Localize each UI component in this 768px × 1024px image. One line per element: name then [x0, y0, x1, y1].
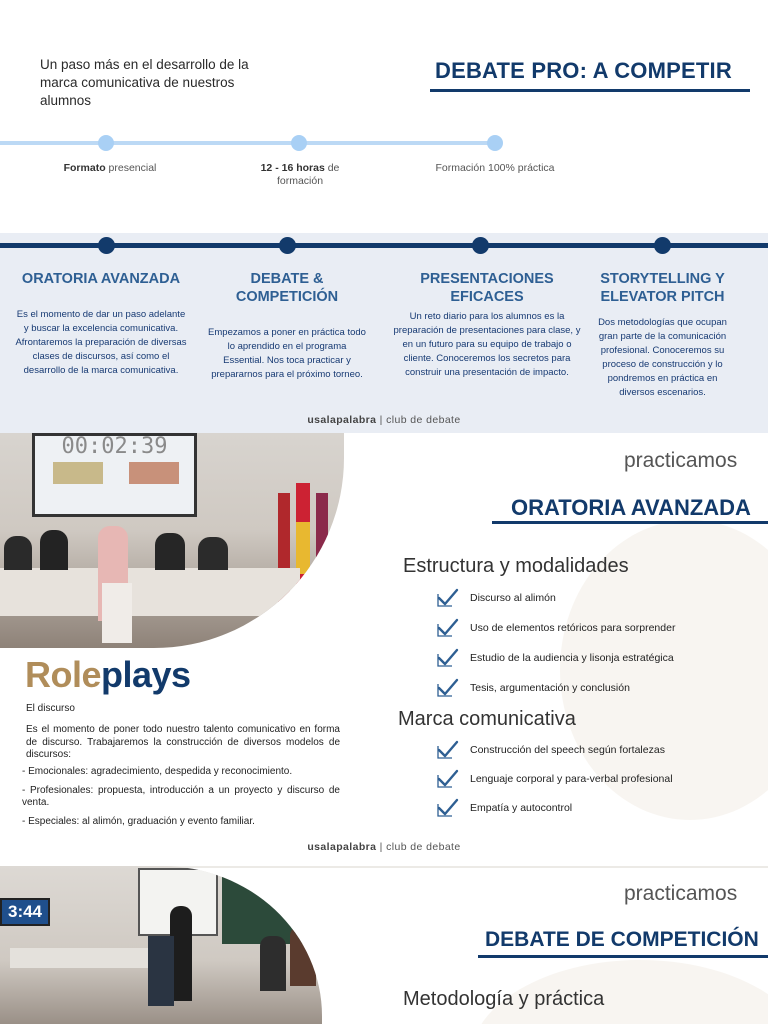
- module-dot: [98, 237, 115, 254]
- roleplays-heading: Roleplays: [25, 654, 191, 695]
- section-title: DEBATE DE COMPETICIÓN: [485, 928, 759, 951]
- module-dot: [279, 237, 296, 254]
- module-text: Es el momento de dar un paso adelante y buscar la excelencia comunicativa. Afrontaremos la preparación de diversas clases de discursos, así como el desarrollo de la marca comunicativa.: [15, 309, 187, 376]
- page-title: DEBATE PRO: A COMPETIR: [435, 58, 732, 83]
- checklist-item: Construcción del speech según fortalezas: [436, 740, 673, 760]
- module-presentaciones: [393, 270, 581, 380]
- table: [0, 568, 300, 616]
- timeline-item-practice: Formación 100% práctica: [435, 162, 555, 174]
- module-dot: [472, 237, 489, 254]
- module-title: STORYTELLING Y ELEVATOR PITCH: [600, 271, 725, 305]
- checklist-item: Estudio de la audiencia y lisonja estratégica: [436, 648, 675, 668]
- check-icon: [436, 588, 460, 608]
- roleplays-subtitle: El discurso: [26, 703, 75, 714]
- module-text: Empezamos a poner en práctica todo lo aprendido en el programa Essential. Nos toca practicar y prepararnos para el próximo torneo.: [208, 327, 366, 380]
- module-text: Un reto diario para los alumnos es la preparación de presentaciones para clase, y en un futuro para su equipo de trabajo o cliente. Conoceremos los secretos para construir una presentación de impacto.: [393, 311, 581, 378]
- checklist-marca: [436, 740, 673, 818]
- list-item: - Profesionales: propuesta, introducción a un proyecto y discurso de venta.: [22, 784, 340, 808]
- module-title: DEBATE & COMPETICIÓN: [235, 271, 339, 305]
- check-icon: [436, 798, 460, 818]
- footer-brand: usalapalabra | club de debate: [307, 414, 461, 426]
- section-title: ORATORIA AVANZADA: [511, 495, 751, 520]
- group-title-estructura: Estructura y modalidades: [403, 555, 629, 577]
- section-underline: [492, 521, 768, 524]
- checklist-item: Lenguaje corporal y para-verbal profesional: [436, 769, 673, 789]
- group-title-metodologia: Metodología y práctica: [403, 988, 605, 1010]
- projector-screen: [32, 433, 197, 517]
- module-storytelling: [590, 270, 735, 400]
- flag: [316, 493, 328, 613]
- checklist-item: Discurso al alimón: [436, 588, 675, 608]
- module-debate: [198, 270, 376, 382]
- timeline-dot: [291, 135, 307, 151]
- modules-line: [0, 243, 768, 248]
- list-item: - Especiales: al alimón, graduación y evento familiar.: [22, 815, 255, 827]
- check-icon: [436, 769, 460, 789]
- classroom-photo: [0, 433, 344, 648]
- checklist-item: Empatía y autocontrol: [436, 798, 673, 818]
- checklist-item: Uso de elementos retóricos para sorprender: [436, 618, 675, 638]
- timer-display: 00:02:39: [61, 434, 168, 459]
- tagline: Un paso más en el desarrollo de la marca comunicativa de nuestros alumnos: [40, 57, 249, 108]
- table: [10, 948, 150, 968]
- timeline-line: [0, 141, 500, 145]
- module-title: PRESENTACIONES EFICACES: [420, 271, 554, 305]
- lectern: [102, 583, 132, 643]
- module-title: ORATORIA AVANZADA: [21, 271, 181, 287]
- timeline-item-hours: 12 - 16 horas de formación: [260, 162, 340, 187]
- practicamos-label: practicamos: [624, 882, 738, 905]
- check-icon: [436, 648, 460, 668]
- list-item: - Emocionales: agradecimiento, despedida y reconocimiento.: [22, 766, 293, 777]
- checklist-item: Tesis, argumentación y conclusión: [436, 678, 675, 698]
- group-title-marca: Marca comunicativa: [398, 708, 576, 730]
- check-icon: [436, 618, 460, 638]
- checklist-estructura: [436, 588, 675, 698]
- module-oratoria: [15, 270, 187, 378]
- practicamos-label: practicamos: [624, 449, 738, 472]
- classroom-photo-2: [0, 866, 322, 1024]
- section-underline: [478, 955, 768, 958]
- footer-brand: usalapalabra | club de debate: [307, 841, 461, 853]
- check-icon: [436, 678, 460, 698]
- module-dot: [654, 237, 671, 254]
- lectern: [148, 936, 174, 1006]
- check-icon: [436, 740, 460, 760]
- title-underline: [430, 89, 750, 92]
- timeline-dot: [98, 135, 114, 151]
- roleplays-intro: Es el momento de poner todo nuestro talento comunicativo en forma de discurso. Trabajaremos la construcción de diversos modelos de discursos:: [26, 724, 340, 760]
- timer-display: 3:44: [0, 898, 50, 926]
- roleplays-list: [22, 766, 340, 828]
- module-text: Dos metodologías que ocupan gran parte de la comunicación profesional. Conoceremos su proceso de construcción y lo pondremos en práctica en diversos escenarios.: [598, 317, 727, 398]
- timeline-dot: [487, 135, 503, 151]
- timeline-item-format: Formato presencial: [63, 162, 157, 174]
